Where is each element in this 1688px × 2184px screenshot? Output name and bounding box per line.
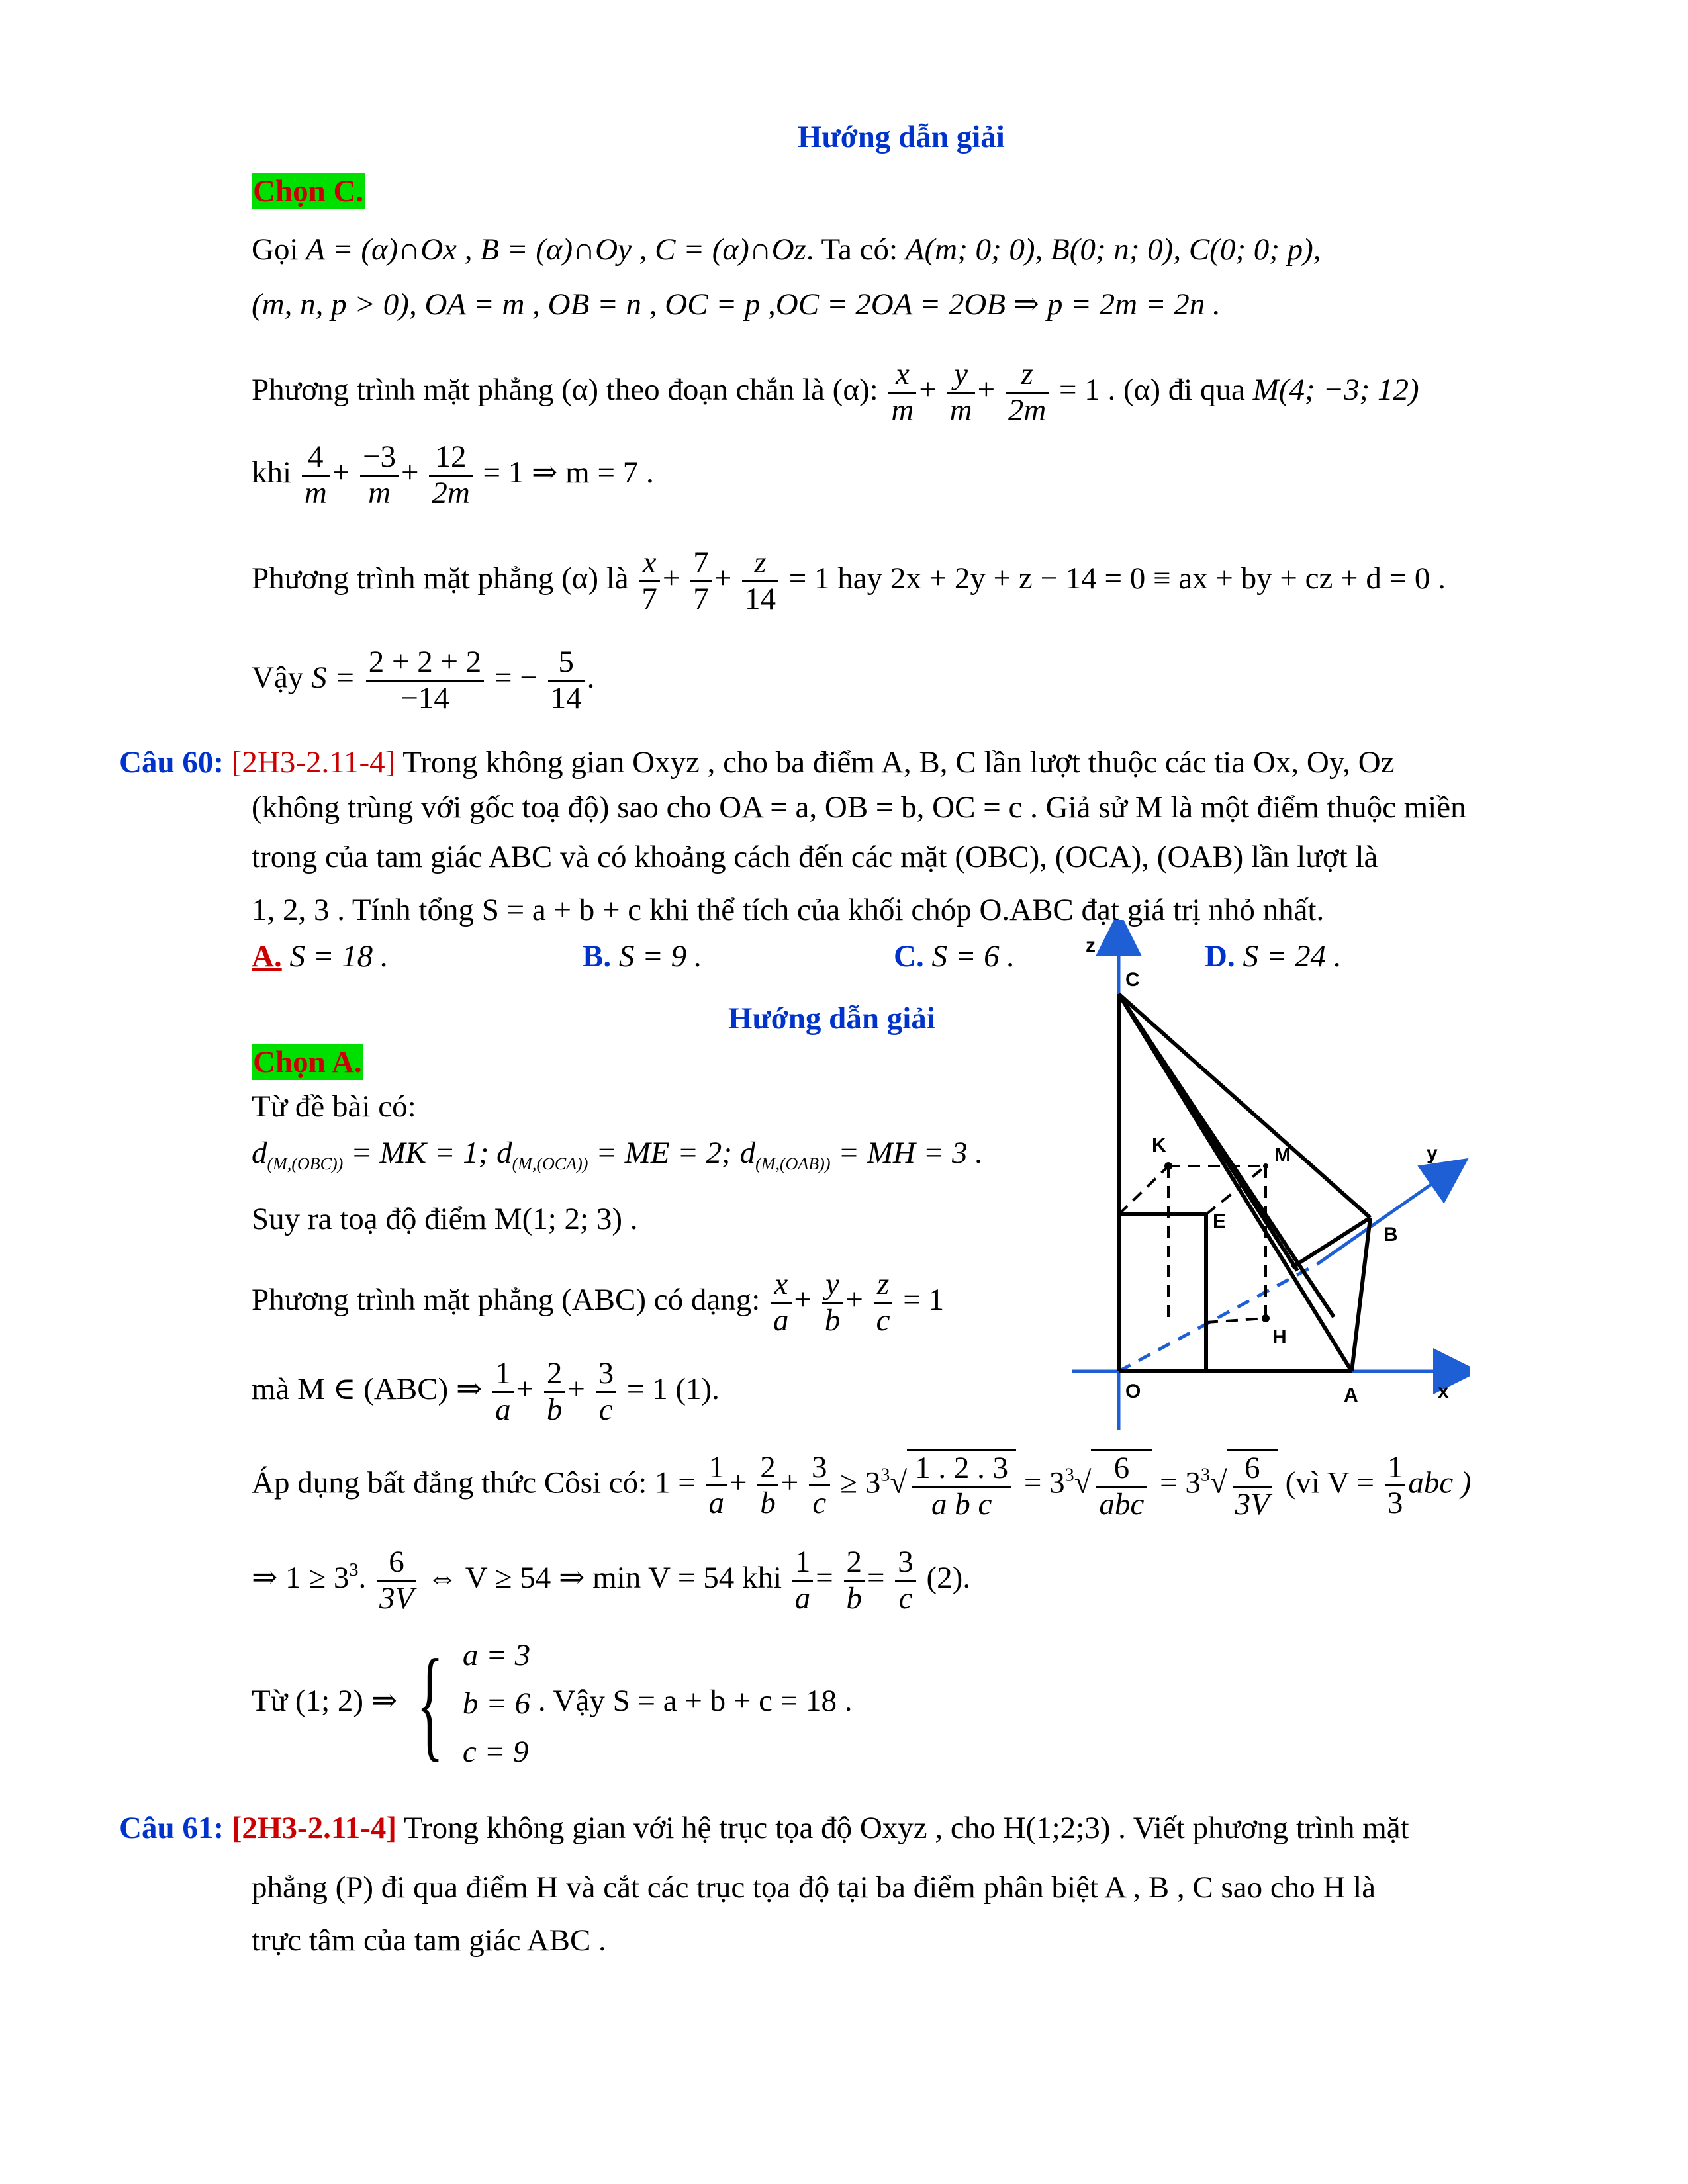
label-B: B (1383, 1224, 1398, 1246)
point-K (1164, 1162, 1172, 1170)
sol60-line1: Từ đề bài có: (252, 1089, 416, 1124)
sol1-line2: (m, n, p > 0), OA = m , OB = n , OC = p ,OC = 2OA = 2OB ⇒ p = 2m = 2n . (252, 287, 1221, 322)
sol1-line4: khi $\frac{4}{m}$ + $\frac{-3}{m}$ + $\frac{12}{2m}$ = 1 ⇒ m = 7 . (252, 439, 654, 510)
sol60-line6: Áp dụng bất đẳng thức Côsi có: 1 = $\frac{1}{a}$ + $\frac{2}{b}$ + $\frac{3}{c}$ ≥ $3^3√$ $\frac{1 . 2 . 3}{\text{a b c}}$ = $3^3√$ $\frac{6}{\text{abc}}$ = $3^3√$ $\frac{6}{3V}$ (vì V = $\frac{1}{3}$ abc ) (252, 1449, 1472, 1522)
sol60-line2: $d_{(M,(OBC))}$ = MK = 1; $d_{(M,(OCA))}$ = ME = 2; $d_{(M,(OAB))}$ = MH = 3 . (252, 1136, 984, 1173)
dash-6 (1206, 1318, 1266, 1322)
point-M (1263, 1163, 1268, 1169)
pyramid-figure (1059, 920, 1470, 1436)
sol1-line5: Phương trình mặt phẳng (α) là $\frac{x}{7}$ + $\frac{7}{7}$ + $\frac{z}{14}$ = 1 hay 2x + 2y + z − 14 = 0 ≡ ax + by + cz + d = 0 . (252, 545, 1446, 616)
label-M: M (1274, 1144, 1291, 1166)
label-K: K (1152, 1134, 1166, 1156)
question-61-label: Câu 61: (119, 1811, 224, 1845)
option-a[interactable]: A. S = 18 . (252, 939, 389, 974)
question-60-line2: (không trùng với gốc toạ độ) sao cho OA = a, OB = b, OC = c . Giả sử M là một điểm thuộc miền (252, 790, 1466, 825)
question-60-tag: [2H3-2.11-4] (231, 745, 396, 780)
question-60-line3: trong của tam giác ABC và có khoảng cách đến các mặt (OBC), (OCA), (OAB) lần lượt là (252, 840, 1378, 874)
point-H (1262, 1314, 1270, 1322)
dash-1 (1119, 1166, 1168, 1214)
option-b[interactable]: B. S = 9 . (583, 939, 702, 974)
y-axis (1317, 1171, 1450, 1264)
solution-60-header: Hướng dẫn giải (728, 1001, 935, 1036)
question-61-line1: Câu 61: [2H3-2.11-4] Trong không gian với hệ trục tọa độ Oxyz , cho H(1;2;3) . Viết phương trình mặt (119, 1811, 1409, 1845)
answer-choice-60-label: Chọn A. (253, 1045, 362, 1079)
sol1-line3: Phương trình mặt phẳng (α) theo đoạn chắn là (α): $\frac{x}{m}$ + $\frac{y}{m}$ + $\frac{z}{2m}$ = 1 . (α) đi qua M(4; −3; 12) (252, 357, 1419, 428)
question-60-line4: 1, 2, 3 . Tính tổng S = a + b + c khi thể tích của khối chóp O.ABC đạt giá trị nhỏ nhất. (252, 893, 1325, 927)
option-c[interactable]: C. S = 6 . (894, 939, 1015, 974)
label-C: C (1125, 969, 1140, 991)
sol60-line5: mà M ∈ (ABC) ⇒ $\frac{1}{a}$ + $\frac{2}{b}$ + $\frac{3}{c}$ = 1 (1). (252, 1356, 720, 1427)
line-B-H (1292, 1218, 1370, 1267)
question-61-line3: trực tâm của tam giác ABC . (252, 1923, 606, 1958)
label-E: E (1213, 1210, 1227, 1232)
label-O: O (1125, 1381, 1141, 1402)
sol60-line7: ⇒ $1 \ge 3^3$. $\frac{6}{3V}$ ⇔ V ≥ 54 ⇒ min V = 54 khi $\frac{1}{a}$ = $\frac{2}{b}$ = $\frac{3}{c}$ (2). (252, 1545, 971, 1615)
question-61-line2: phẳng (P) đi qua điểm H và cắt các trục tọa độ tại ba điểm phân biệt A , B , C sao cho H là (252, 1870, 1376, 1905)
question-60-line1: Câu 60: [2H3-2.11-4] Trong không gian Oxyz , cho ba điểm A, B, C lần lượt thuộc các tia Ox, Oy, Oz (119, 745, 1395, 780)
label-x: x (1438, 1381, 1449, 1402)
sol60-line8: Từ (1; 2) ⇒ { a = 3 b = 6 c = 9 . Vậy S = a + b + c = 18 . (252, 1634, 853, 1774)
label-H: H (1272, 1326, 1287, 1348)
question-60-label: Câu 60: (119, 745, 224, 780)
y-axis-hidden (1119, 1264, 1317, 1371)
label-z: z (1086, 934, 1096, 956)
solution-header: Hướng dẫn giải (798, 120, 1005, 154)
label-y: y (1427, 1142, 1438, 1164)
edge-AB (1352, 1218, 1370, 1371)
answer-choice-label: Chọn C. (253, 174, 364, 208)
option-d[interactable]: D. S = 24 . (1205, 939, 1342, 974)
sol1-line6: Vậy S = $\frac{2 + 2 + 2}{-14}$ = − $\frac{5}{14}$ . (252, 645, 595, 715)
label-A: A (1344, 1385, 1358, 1406)
sol60-line3: Suy ra toạ độ điểm M(1; 2; 3) . (252, 1202, 638, 1236)
question-61-tag: [2H3-2.11-4] (231, 1811, 397, 1845)
sol60-line4: Phương trình mặt phẳng (ABC) có dạng: $\frac{x}{a}$ + $\frac{y}{b}$ + $\frac{z}{c}$ = 1 (252, 1267, 944, 1338)
sol1-line1: Gọi A = (α)∩Ox , B = (α)∩Oy , C = (α)∩Oz. Ta có: A(m; 0; 0), B(0; n; 0), C(0; 0; p), (252, 232, 1321, 267)
